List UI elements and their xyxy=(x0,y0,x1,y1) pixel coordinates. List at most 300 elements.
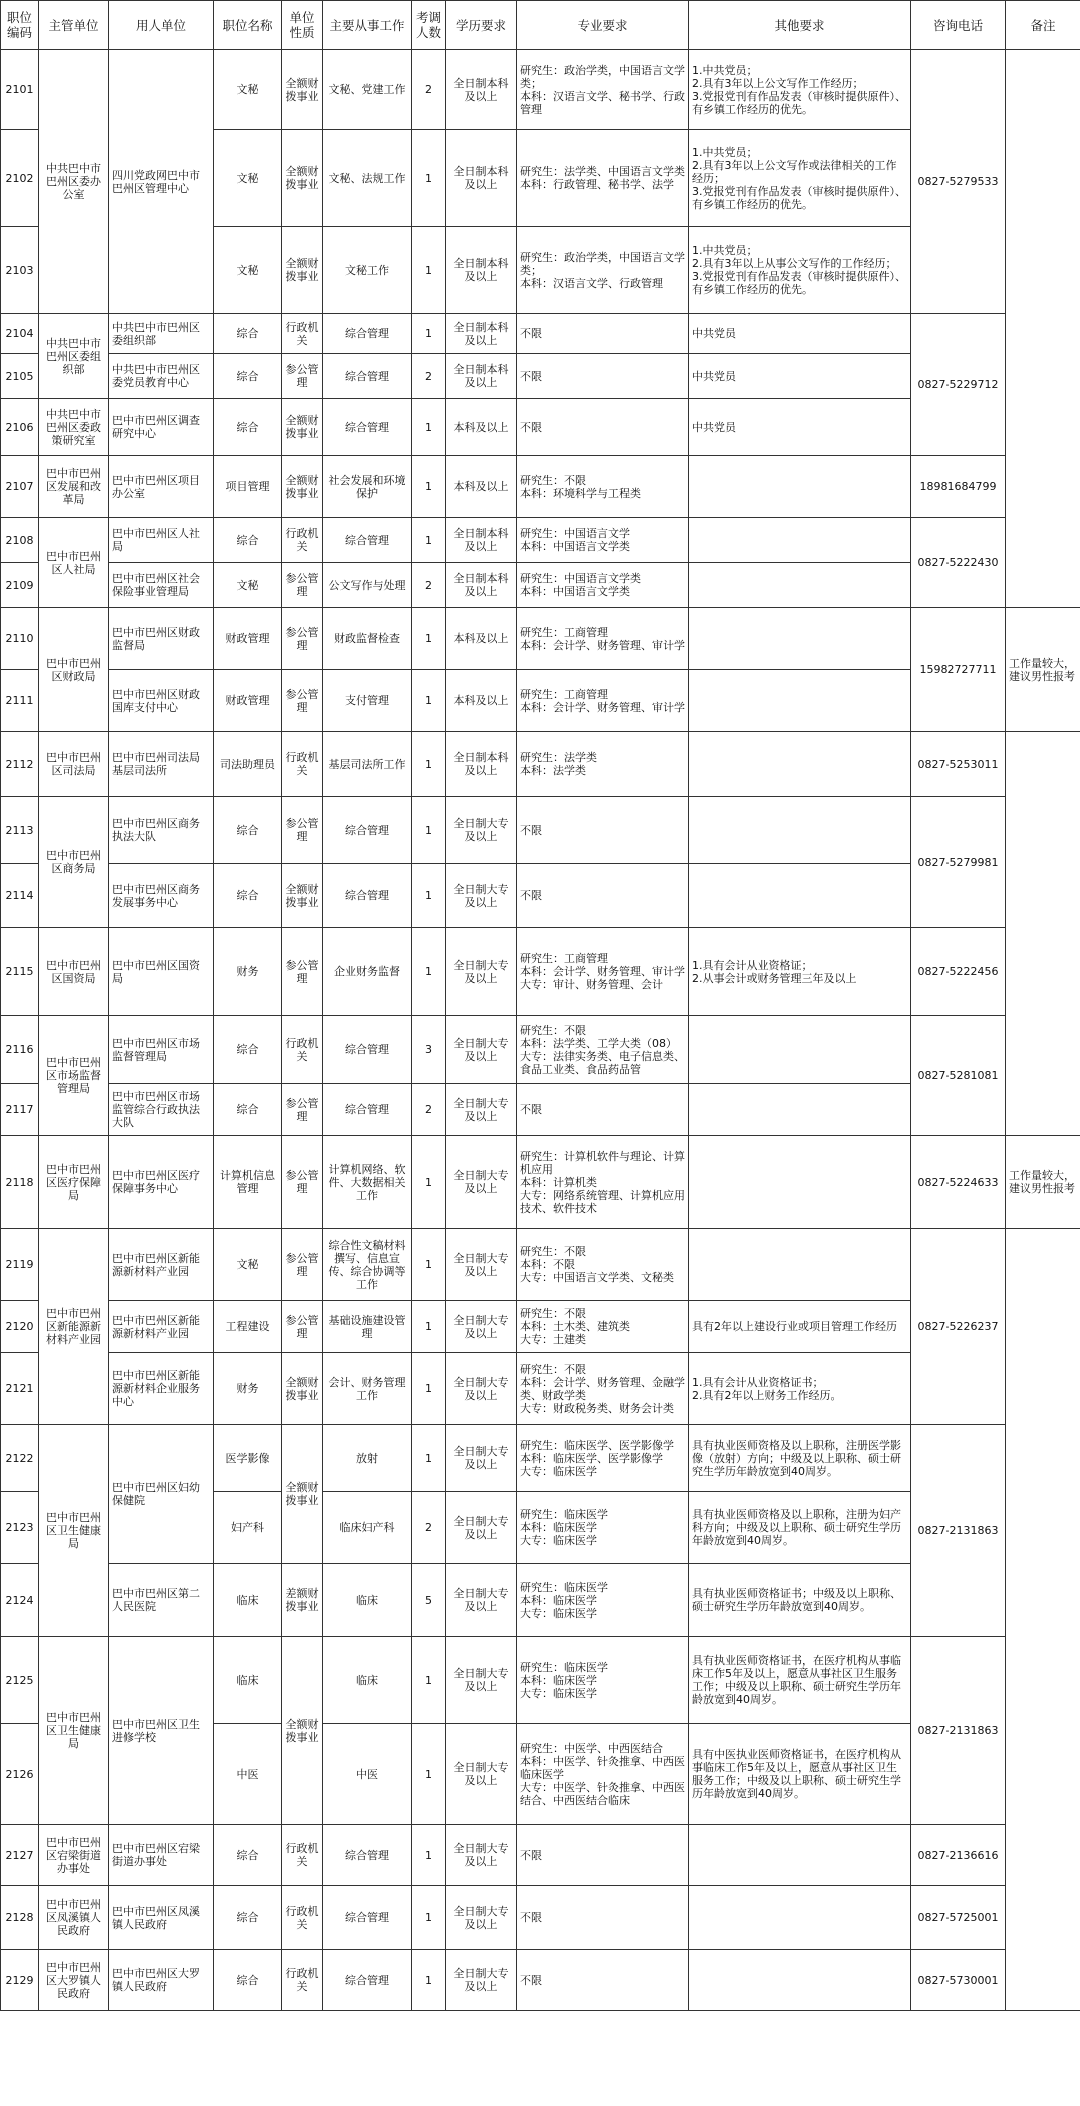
position-name: 计算机信息管理 xyxy=(214,1136,282,1229)
phone-cell: 0827-5224633 xyxy=(911,1136,1006,1229)
major-cell: 研究生：法学类、中国语言文学类 本科：行政管理、秘书学、法学 xyxy=(517,130,689,227)
position-code: 2118 xyxy=(1,1136,39,1229)
work-cell: 综合管理 xyxy=(323,1084,412,1136)
phone-cell: 18981684799 xyxy=(911,456,1006,518)
other-cell: 具有执业医师资格证书；中级及以上职称、硕士研究生学历年龄放宽到40周岁。 xyxy=(689,1564,911,1637)
nature-cell: 参公管理 xyxy=(282,1229,323,1301)
edu-cell: 本科及以上 xyxy=(446,670,517,732)
other-cell: 1.中共党员； 2.具有3年以上公文写作或法律相关的工作经历； 3.党报党刊有作品发表（审核时提供原件）、有乡镇工作经历的优先。 xyxy=(689,130,911,227)
major-cell: 研究生：临床医学、医学影像学 本科：临床医学、医学影像学 大专：临床医学 xyxy=(517,1425,689,1492)
column-header: 学历要求 xyxy=(446,1,517,50)
column-header: 用人单位 xyxy=(109,1,214,50)
note-cell xyxy=(1006,732,1080,1136)
edu-cell: 全日制本科及以上 xyxy=(446,130,517,227)
major-cell: 研究生：临床医学 本科：临床医学 大专：临床医学 xyxy=(517,1637,689,1724)
major-cell: 研究生：工商管理 本科：会计学、财务管理、审计学 xyxy=(517,670,689,732)
work-cell: 公文写作与处理 xyxy=(323,563,412,608)
count-cell: 1 xyxy=(412,864,446,928)
unit-cell: 巴中市巴州区市场监管综合行政执法大队 xyxy=(109,1084,214,1136)
unit-cell: 巴中市巴州区第二人民医院 xyxy=(109,1564,214,1637)
work-cell: 综合管理 xyxy=(323,1950,412,2011)
position-name: 临床 xyxy=(214,1637,282,1724)
unit-cell: 巴中市巴州区财政监督局 xyxy=(109,608,214,670)
edu-cell: 全日制大专及以上 xyxy=(446,1425,517,1492)
major-cell: 研究生：临床医学 本科：临床医学 大专：临床医学 xyxy=(517,1492,689,1564)
note-cell xyxy=(1006,50,1080,608)
other-cell: 1.具有会计从业资格证书； 2.具有2年以上财务工作经历。 xyxy=(689,1353,911,1425)
position-code: 2106 xyxy=(1,399,39,456)
other-cell: 中共党员 xyxy=(689,354,911,399)
dept-cell: 巴中市巴州区国资局 xyxy=(39,928,109,1016)
table-row xyxy=(1,928,1080,1016)
edu-cell: 全日制本科及以上 xyxy=(446,732,517,797)
position-code: 2125 xyxy=(1,1637,39,1724)
edu-cell: 全日制大专及以上 xyxy=(446,1353,517,1425)
work-cell: 综合管理 xyxy=(323,314,412,354)
count-cell: 2 xyxy=(412,1084,446,1136)
position-code: 2121 xyxy=(1,1353,39,1425)
major-cell: 不限 xyxy=(517,399,689,456)
unit-cell: 巴中市巴州区国资局 xyxy=(109,928,214,1016)
count-cell: 1 xyxy=(412,518,446,563)
position-name: 综合 xyxy=(214,1016,282,1084)
position-name: 综合 xyxy=(214,1084,282,1136)
table-row xyxy=(1,1637,1080,1724)
work-cell: 临床 xyxy=(323,1637,412,1724)
other-cell xyxy=(689,563,911,608)
unit-cell: 巴中市巴州区凤溪镇人民政府 xyxy=(109,1886,214,1950)
other-cell xyxy=(689,518,911,563)
work-cell: 社会发展和环境保护 xyxy=(323,456,412,518)
column-header: 职位编码 xyxy=(1,1,39,50)
phone-cell: 0827-5253011 xyxy=(911,732,1006,797)
other-cell xyxy=(689,797,911,864)
count-cell: 2 xyxy=(412,1492,446,1564)
position-code: 2102 xyxy=(1,130,39,227)
phone-cell: 0827-5279981 xyxy=(911,797,1006,928)
count-cell: 1 xyxy=(412,608,446,670)
table-row xyxy=(1,518,1080,563)
nature-cell: 参公管理 xyxy=(282,670,323,732)
position-code: 2114 xyxy=(1,864,39,928)
position-code: 2113 xyxy=(1,797,39,864)
major-cell: 研究生：不限 本科：环境科学与工程类 xyxy=(517,456,689,518)
work-cell: 综合管理 xyxy=(323,399,412,456)
count-cell: 1 xyxy=(412,1229,446,1301)
unit-cell: 巴中市巴州区财政国库支付中心 xyxy=(109,670,214,732)
other-cell xyxy=(689,732,911,797)
table-row xyxy=(1,314,1080,354)
major-cell: 研究生：政治学类，中国语言文学类； 本科：汉语言文学、行政管理 xyxy=(517,227,689,314)
nature-cell: 参公管理 xyxy=(282,1136,323,1229)
major-cell: 不限 xyxy=(517,1886,689,1950)
other-cell: 具有执业医师资格及以上职称，注册医学影像（放射）方向；中级及以上职称、硕士研究生学历年龄放宽到40周岁。 xyxy=(689,1425,911,1492)
major-cell: 不限 xyxy=(517,797,689,864)
phone-cell: 0827-5226237 xyxy=(911,1229,1006,1425)
unit-cell: 巴中市巴州区妇幼保健院 xyxy=(109,1425,214,1564)
nature-cell: 差额财拨事业 xyxy=(282,1564,323,1637)
position-name: 综合 xyxy=(214,797,282,864)
nature-cell: 参公管理 xyxy=(282,928,323,1016)
note-cell: 工作量较大，建议男性报考 xyxy=(1006,1136,1080,1229)
edu-cell: 全日制大专及以上 xyxy=(446,1301,517,1353)
phone-cell: 0827-5222456 xyxy=(911,928,1006,1016)
unit-cell: 巴中市巴州区医疗保障事务中心 xyxy=(109,1136,214,1229)
work-cell: 企业财务监督 xyxy=(323,928,412,1016)
other-cell: 具有中医执业医师资格证书，在医疗机构从事临床工作5年及以上，愿意从事社区卫生服务工作；中级及以上职称、硕士研究生学历年龄放宽到40周岁。 xyxy=(689,1724,911,1825)
dept-cell: 巴中市巴州区卫生健康局 xyxy=(39,1637,109,1825)
position-name: 综合 xyxy=(214,518,282,563)
work-cell: 综合管理 xyxy=(323,1016,412,1084)
position-code: 2104 xyxy=(1,314,39,354)
dept-cell: 巴中市巴州区新能源新材料产业园 xyxy=(39,1229,109,1425)
major-cell: 研究生：不限 本科：不限 大专：中国语言文学类、文秘类 xyxy=(517,1229,689,1301)
position-name: 医学影像 xyxy=(214,1425,282,1492)
edu-cell: 全日制大专及以上 xyxy=(446,928,517,1016)
nature-cell: 全额财拨事业 xyxy=(282,50,323,130)
work-cell: 中医 xyxy=(323,1724,412,1825)
work-cell: 文秘、党建工作 xyxy=(323,50,412,130)
other-cell: 具有2年以上建设行业或项目管理工作经历 xyxy=(689,1301,911,1353)
major-cell: 不限 xyxy=(517,314,689,354)
count-cell: 1 xyxy=(412,1724,446,1825)
position-name: 司法助理员 xyxy=(214,732,282,797)
count-cell: 1 xyxy=(412,456,446,518)
nature-cell: 参公管理 xyxy=(282,1301,323,1353)
position-code: 2126 xyxy=(1,1724,39,1825)
position-code: 2124 xyxy=(1,1564,39,1637)
edu-cell: 全日制本科及以上 xyxy=(446,227,517,314)
edu-cell: 全日制本科及以上 xyxy=(446,518,517,563)
work-cell: 综合管理 xyxy=(323,797,412,864)
edu-cell: 全日制本科及以上 xyxy=(446,314,517,354)
table-row xyxy=(1,1950,1080,2011)
dept-cell: 中共巴中市巴州区委组织部 xyxy=(39,314,109,399)
column-header: 职位名称 xyxy=(214,1,282,50)
position-code: 2122 xyxy=(1,1425,39,1492)
count-cell: 1 xyxy=(412,1886,446,1950)
position-code: 2105 xyxy=(1,354,39,399)
work-cell: 基础设施建设管理 xyxy=(323,1301,412,1353)
unit-cell: 巴中市巴州区商务发展事务中心 xyxy=(109,864,214,928)
position-code: 2120 xyxy=(1,1301,39,1353)
nature-cell: 参公管理 xyxy=(282,563,323,608)
table-row xyxy=(1,732,1080,797)
position-name: 财务 xyxy=(214,928,282,1016)
table-row xyxy=(1,456,1080,518)
nature-cell: 全额财拨事业 xyxy=(282,130,323,227)
header-row xyxy=(1,1,1080,50)
position-name: 中医 xyxy=(214,1724,282,1825)
nature-cell: 参公管理 xyxy=(282,1084,323,1136)
position-code: 2110 xyxy=(1,608,39,670)
count-cell: 1 xyxy=(412,1301,446,1353)
table-row xyxy=(1,1825,1080,1886)
major-cell: 研究生：中国语言文学 本科：中国语言文学类 xyxy=(517,518,689,563)
count-cell: 1 xyxy=(412,1136,446,1229)
dept-cell: 巴中市巴州区财政局 xyxy=(39,608,109,732)
position-name: 财务 xyxy=(214,1353,282,1425)
column-header: 咨询电话 xyxy=(911,1,1006,50)
position-code: 2109 xyxy=(1,563,39,608)
nature-cell: 全额财拨事业 xyxy=(282,864,323,928)
unit-cell: 巴中市巴州区社会保险事业管理局 xyxy=(109,563,214,608)
edu-cell: 本科及以上 xyxy=(446,399,517,456)
count-cell: 2 xyxy=(412,50,446,130)
position-code: 2107 xyxy=(1,456,39,518)
major-cell: 研究生：政治学类，中国语言文学类； 本科：汉语言文学、秘书学、行政管理 xyxy=(517,50,689,130)
other-cell: 中共党员 xyxy=(689,399,911,456)
table-row xyxy=(1,1016,1080,1084)
position-name: 文秘 xyxy=(214,227,282,314)
other-cell xyxy=(689,670,911,732)
dept-cell: 巴中市巴州区司法局 xyxy=(39,732,109,797)
column-header: 考调人数 xyxy=(412,1,446,50)
edu-cell: 全日制本科及以上 xyxy=(446,563,517,608)
edu-cell: 全日制大专及以上 xyxy=(446,1084,517,1136)
phone-cell: 0827-2131863 xyxy=(911,1425,1006,1637)
position-name: 文秘 xyxy=(214,1229,282,1301)
work-cell: 支付管理 xyxy=(323,670,412,732)
count-cell: 1 xyxy=(412,1637,446,1724)
nature-cell: 全额财拨事业 xyxy=(282,399,323,456)
position-code: 2128 xyxy=(1,1886,39,1950)
unit-cell: 巴中市巴州区市场监督管理局 xyxy=(109,1016,214,1084)
nature-cell: 行政机关 xyxy=(282,314,323,354)
other-cell xyxy=(689,1950,911,2011)
nature-cell: 行政机关 xyxy=(282,1950,323,2011)
nature-cell: 参公管理 xyxy=(282,354,323,399)
nature-cell: 全额财拨事业 xyxy=(282,1425,323,1564)
major-cell: 研究生：不限 本科：法学类、工学大类（08） 大专：法律实务类、电子信息类、食品工业类、食品药品管 xyxy=(517,1016,689,1084)
position-code: 2123 xyxy=(1,1492,39,1564)
count-cell: 3 xyxy=(412,1016,446,1084)
other-cell xyxy=(689,456,911,518)
position-name: 综合 xyxy=(214,354,282,399)
position-name: 综合 xyxy=(214,1825,282,1886)
phone-cell: 15982727711 xyxy=(911,608,1006,732)
work-cell: 基层司法所工作 xyxy=(323,732,412,797)
edu-cell: 全日制大专及以上 xyxy=(446,1637,517,1724)
column-header: 其他要求 xyxy=(689,1,911,50)
position-code: 2127 xyxy=(1,1825,39,1886)
edu-cell: 全日制本科及以上 xyxy=(446,354,517,399)
unit-cell: 巴中市巴州区项目办公室 xyxy=(109,456,214,518)
other-cell xyxy=(689,1016,911,1084)
nature-cell: 行政机关 xyxy=(282,518,323,563)
edu-cell: 全日制大专及以上 xyxy=(446,1950,517,2011)
position-name: 综合 xyxy=(214,314,282,354)
edu-cell: 全日制大专及以上 xyxy=(446,1724,517,1825)
major-cell: 研究生：中医学、中西医结合 本科：中医学、针灸推拿、中西医临床医学 大专：中医学、针灸推拿、中西医结合、中西医结合临床 xyxy=(517,1724,689,1825)
position-code: 2112 xyxy=(1,732,39,797)
unit-cell: 巴中市巴州区新能源新材料产业园 xyxy=(109,1301,214,1353)
position-code: 2108 xyxy=(1,518,39,563)
count-cell: 1 xyxy=(412,1950,446,2011)
column-header: 主要从事工作 xyxy=(323,1,412,50)
other-cell: 具有执业医师资格证书，在医疗机构从事临床工作5年及以上，愿意从事社区卫生服务工作；中级及以上职称、硕士研究生学历年龄放宽到40周岁。 xyxy=(689,1637,911,1724)
unit-cell: 中共巴中市巴州区委组织部 xyxy=(109,314,214,354)
table-row xyxy=(1,1229,1080,1301)
major-cell: 研究生：工商管理 本科：会计学、财务管理、审计学 大专：审计、财务管理、会计 xyxy=(517,928,689,1016)
unit-cell: 巴中市巴州区大罗镇人民政府 xyxy=(109,1950,214,2011)
unit-cell: 巴中市巴州区新能源新材料产业园 xyxy=(109,1229,214,1301)
position-name: 文秘 xyxy=(214,50,282,130)
position-name: 综合 xyxy=(214,399,282,456)
edu-cell: 全日制大专及以上 xyxy=(446,1886,517,1950)
nature-cell: 全额财拨事业 xyxy=(282,227,323,314)
dept-cell: 巴中市巴州区凤溪镇人民政府 xyxy=(39,1886,109,1950)
edu-cell: 全日制大专及以上 xyxy=(446,1564,517,1637)
column-header: 主管单位 xyxy=(39,1,109,50)
table-row xyxy=(1,608,1080,670)
column-header: 专业要求 xyxy=(517,1,689,50)
major-cell: 研究生：临床医学 本科：临床医学 大专：临床医学 xyxy=(517,1564,689,1637)
nature-cell: 全额财拨事业 xyxy=(282,1637,323,1825)
position-name: 项目管理 xyxy=(214,456,282,518)
dept-cell: 巴中市巴州区大罗镇人民政府 xyxy=(39,1950,109,2011)
position-code: 2111 xyxy=(1,670,39,732)
edu-cell: 全日制大专及以上 xyxy=(446,1492,517,1564)
phone-cell: 0827-2136616 xyxy=(911,1825,1006,1886)
major-cell: 不限 xyxy=(517,864,689,928)
count-cell: 1 xyxy=(412,130,446,227)
unit-cell: 巴中市巴州区商务执法大队 xyxy=(109,797,214,864)
unit-cell: 中共巴中市巴州区委党员教育中心 xyxy=(109,354,214,399)
edu-cell: 全日制大专及以上 xyxy=(446,1016,517,1084)
dept-cell: 巴中市巴州区商务局 xyxy=(39,797,109,928)
unit-cell: 四川党政网巴中市巴州区管理中心 xyxy=(109,50,214,314)
other-cell: 具有执业医师资格及以上职称，注册为妇产科方向；中级及以上职称、硕士研究生学历年龄放宽到40周岁。 xyxy=(689,1492,911,1564)
position-name: 财政管理 xyxy=(214,670,282,732)
count-cell: 1 xyxy=(412,227,446,314)
other-cell xyxy=(689,608,911,670)
other-cell xyxy=(689,1229,911,1301)
edu-cell: 全日制本科及以上 xyxy=(446,50,517,130)
work-cell: 综合管理 xyxy=(323,518,412,563)
table-row xyxy=(1,797,1080,864)
unit-cell: 巴中市巴州区卫生进修学校 xyxy=(109,1637,214,1825)
other-cell xyxy=(689,1136,911,1229)
major-cell: 不限 xyxy=(517,354,689,399)
position-name: 文秘 xyxy=(214,563,282,608)
nature-cell: 行政机关 xyxy=(282,1016,323,1084)
major-cell: 不限 xyxy=(517,1825,689,1886)
table-row xyxy=(1,1886,1080,1950)
position-name: 文秘 xyxy=(214,130,282,227)
nature-cell: 参公管理 xyxy=(282,608,323,670)
major-cell: 研究生：不限 本科：会计学、财务管理、金融学类、财政学类 大专：财政税务类、财务会计类 xyxy=(517,1353,689,1425)
edu-cell: 本科及以上 xyxy=(446,608,517,670)
dept-cell: 巴中市巴州区医疗保障局 xyxy=(39,1136,109,1229)
count-cell: 1 xyxy=(412,1353,446,1425)
edu-cell: 全日制大专及以上 xyxy=(446,1136,517,1229)
major-cell: 不限 xyxy=(517,1084,689,1136)
major-cell: 研究生：不限 本科：土木类、建筑类 大专：土建类 xyxy=(517,1301,689,1353)
other-cell xyxy=(689,1825,911,1886)
position-code: 2117 xyxy=(1,1084,39,1136)
position-name: 综合 xyxy=(214,1950,282,2011)
count-cell: 1 xyxy=(412,1825,446,1886)
work-cell: 会计、财务管理工作 xyxy=(323,1353,412,1425)
other-cell: 1.中共党员； 2.具有3年以上从事公文写作的工作经历； 3.党报党刊有作品发表（审核时提供原件）、有乡镇工作经历的优先。 xyxy=(689,227,911,314)
edu-cell: 全日制大专及以上 xyxy=(446,1229,517,1301)
edu-cell: 本科及以上 xyxy=(446,456,517,518)
position-name: 财政管理 xyxy=(214,608,282,670)
work-cell: 放射 xyxy=(323,1425,412,1492)
work-cell: 综合管理 xyxy=(323,864,412,928)
major-cell: 研究生：中国语言文学类 本科：中国语言文学类 xyxy=(517,563,689,608)
edu-cell: 全日制大专及以上 xyxy=(446,797,517,864)
dept-cell: 巴中市巴州区宕梁街道办事处 xyxy=(39,1825,109,1886)
work-cell: 综合管理 xyxy=(323,354,412,399)
note-cell: 工作量较大，建议男性报考 xyxy=(1006,608,1080,732)
unit-cell: 巴中市巴州司法局基层司法所 xyxy=(109,732,214,797)
position-code: 2129 xyxy=(1,1950,39,2011)
count-cell: 1 xyxy=(412,928,446,1016)
count-cell: 1 xyxy=(412,732,446,797)
position-name: 临床 xyxy=(214,1564,282,1637)
count-cell: 1 xyxy=(412,314,446,354)
phone-cell: 0827-5725001 xyxy=(911,1886,1006,1950)
other-cell: 1.中共党员； 2.具有3年以上公文写作工作经历； 3.党报党刊有作品发表（审核时提供原件）、有乡镇工作经历的优先。 xyxy=(689,50,911,130)
position-code: 2103 xyxy=(1,227,39,314)
work-cell: 文秘工作 xyxy=(323,227,412,314)
phone-cell: 0827-5229712 xyxy=(911,314,1006,456)
other-cell xyxy=(689,1886,911,1950)
phone-cell: 0827-2131863 xyxy=(911,1637,1006,1825)
major-cell: 研究生：计算机软件与理论、计算机应用 本科：计算机类 大专：网络系统管理、计算机应用技术、软件技术 xyxy=(517,1136,689,1229)
count-cell: 5 xyxy=(412,1564,446,1637)
phone-cell: 0827-5281081 xyxy=(911,1016,1006,1136)
nature-cell: 全额财拨事业 xyxy=(282,1353,323,1425)
other-cell xyxy=(689,1084,911,1136)
position-code: 2119 xyxy=(1,1229,39,1301)
position-name: 妇产科 xyxy=(214,1492,282,1564)
phone-cell: 0827-5222430 xyxy=(911,518,1006,608)
count-cell: 1 xyxy=(412,797,446,864)
work-cell: 计算机网络、软件、大数据相关工作 xyxy=(323,1136,412,1229)
edu-cell: 全日制大专及以上 xyxy=(446,1825,517,1886)
nature-cell: 行政机关 xyxy=(282,732,323,797)
work-cell: 临床妇产科 xyxy=(323,1492,412,1564)
work-cell: 临床 xyxy=(323,1564,412,1637)
table-row xyxy=(1,1136,1080,1229)
note-cell xyxy=(1006,1229,1080,2011)
column-header: 备注 xyxy=(1006,1,1080,50)
nature-cell: 全额财拨事业 xyxy=(282,456,323,518)
other-cell: 1.具有会计从业资格证； 2.从事会计或财务管理三年及以上 xyxy=(689,928,911,1016)
count-cell: 1 xyxy=(412,670,446,732)
major-cell: 不限 xyxy=(517,1950,689,2011)
count-cell: 1 xyxy=(412,1425,446,1492)
unit-cell: 巴中市巴州区人社局 xyxy=(109,518,214,563)
dept-cell: 巴中市巴州区市场监督管理局 xyxy=(39,1016,109,1136)
position-code: 2101 xyxy=(1,50,39,130)
unit-cell: 巴中市巴州区调查研究中心 xyxy=(109,399,214,456)
count-cell: 1 xyxy=(412,399,446,456)
work-cell: 文秘、法规工作 xyxy=(323,130,412,227)
phone-cell: 0827-5279533 xyxy=(911,50,1006,314)
unit-cell: 巴中市巴州区宕梁街道办事处 xyxy=(109,1825,214,1886)
count-cell: 2 xyxy=(412,354,446,399)
column-header: 单位性质 xyxy=(282,1,323,50)
nature-cell: 参公管理 xyxy=(282,797,323,864)
position-code: 2115 xyxy=(1,928,39,1016)
nature-cell: 行政机关 xyxy=(282,1886,323,1950)
position-name: 综合 xyxy=(214,864,282,928)
work-cell: 综合管理 xyxy=(323,1825,412,1886)
